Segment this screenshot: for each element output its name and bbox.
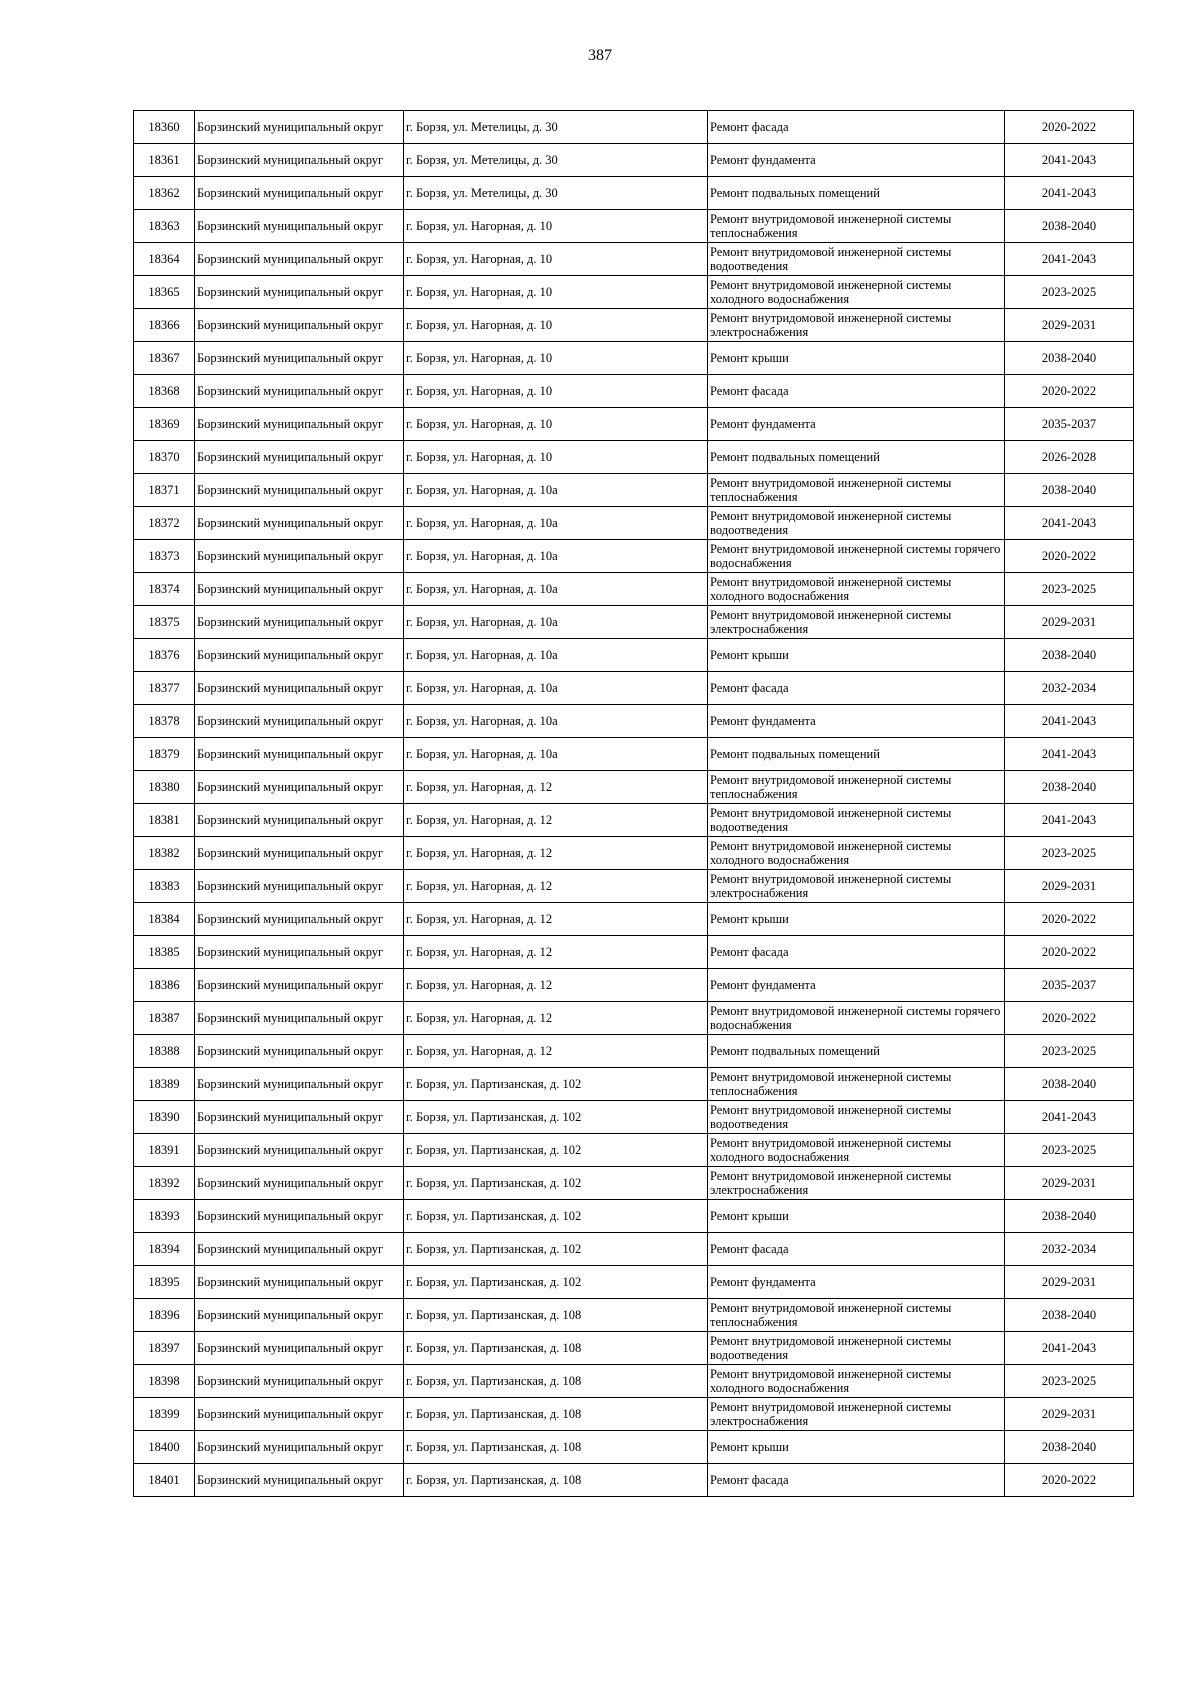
work-type-cell: Ремонт внутридомовой инженерной системы электроснабжения [708, 309, 1005, 342]
table-row [134, 1398, 1134, 1431]
row-number-cell: 18396 [134, 1299, 195, 1332]
work-type-cell: Ремонт внутридомовой инженерной системы холодного водоснабжения [708, 837, 1005, 870]
period-cell: 2029-2031 [1005, 1167, 1134, 1200]
period-cell: 2041-2043 [1005, 1101, 1134, 1134]
period-cell: 2023-2025 [1005, 1365, 1134, 1398]
address-cell: г. Борзя, ул. Нагорная, д. 10а [404, 507, 708, 540]
municipality-cell: Борзинский муниципальный округ [195, 573, 404, 606]
row-number-cell: 18383 [134, 870, 195, 903]
table-row [134, 672, 1134, 705]
row-number-cell: 18364 [134, 243, 195, 276]
period-cell: 2032-2034 [1005, 1233, 1134, 1266]
municipality-cell: Борзинский муниципальный округ [195, 969, 404, 1002]
municipality-cell: Борзинский муниципальный округ [195, 474, 404, 507]
address-cell: г. Борзя, ул. Партизанская, д. 102 [404, 1233, 708, 1266]
row-number-cell: 18399 [134, 1398, 195, 1431]
period-cell: 2023-2025 [1005, 1035, 1134, 1068]
work-type-cell: Ремонт внутридомовой инженерной системы теплоснабжения [708, 474, 1005, 507]
table-row [134, 1299, 1134, 1332]
address-cell: г. Борзя, ул. Нагорная, д. 12 [404, 771, 708, 804]
row-number-cell: 18370 [134, 441, 195, 474]
table-row [134, 474, 1134, 507]
row-number-cell: 18397 [134, 1332, 195, 1365]
row-number-cell: 18378 [134, 705, 195, 738]
table-row [134, 1167, 1134, 1200]
work-type-cell: Ремонт крыши [708, 1200, 1005, 1233]
table-row [134, 342, 1134, 375]
address-cell: г. Борзя, ул. Партизанская, д. 108 [404, 1299, 708, 1332]
period-cell: 2038-2040 [1005, 474, 1134, 507]
period-cell: 2038-2040 [1005, 1299, 1134, 1332]
municipality-cell: Борзинский муниципальный округ [195, 771, 404, 804]
work-type-cell: Ремонт внутридомовой инженерной системы холодного водоснабжения [708, 276, 1005, 309]
work-type-cell: Ремонт фундамента [708, 1266, 1005, 1299]
address-cell: г. Борзя, ул. Нагорная, д. 10а [404, 705, 708, 738]
municipality-cell: Борзинский муниципальный округ [195, 1332, 404, 1365]
repair-schedule-table [133, 110, 1134, 1497]
work-type-cell: Ремонт внутридомовой инженерной системы холодного водоснабжения [708, 573, 1005, 606]
municipality-cell: Борзинский муниципальный округ [195, 870, 404, 903]
work-type-cell: Ремонт внутридомовой инженерной системы электроснабжения [708, 1167, 1005, 1200]
municipality-cell: Борзинский муниципальный округ [195, 705, 404, 738]
address-cell: г. Борзя, ул. Нагорная, д. 10а [404, 639, 708, 672]
table-row [134, 903, 1134, 936]
address-cell: г. Борзя, ул. Нагорная, д. 12 [404, 936, 708, 969]
period-cell: 2041-2043 [1005, 804, 1134, 837]
page-number: 387 [588, 47, 612, 64]
address-cell: г. Борзя, ул. Нагорная, д. 12 [404, 1002, 708, 1035]
table-row [134, 771, 1134, 804]
work-type-cell: Ремонт подвальных помещений [708, 177, 1005, 210]
row-number-cell: 18367 [134, 342, 195, 375]
period-cell: 2041-2043 [1005, 705, 1134, 738]
table-row [134, 210, 1134, 243]
row-number-cell: 18393 [134, 1200, 195, 1233]
work-type-cell: Ремонт фасада [708, 111, 1005, 144]
work-type-cell: Ремонт внутридомовой инженерной системы водоотведения [708, 1101, 1005, 1134]
municipality-cell: Борзинский муниципальный округ [195, 1200, 404, 1233]
address-cell: г. Борзя, ул. Нагорная, д. 12 [404, 1035, 708, 1068]
address-cell: г. Борзя, ул. Нагорная, д. 12 [404, 969, 708, 1002]
address-cell: г. Борзя, ул. Партизанская, д. 102 [404, 1167, 708, 1200]
work-type-cell: Ремонт внутридомовой инженерной системы водоотведения [708, 243, 1005, 276]
work-type-cell: Ремонт фасада [708, 936, 1005, 969]
work-type-cell: Ремонт подвальных помещений [708, 441, 1005, 474]
period-cell: 2041-2043 [1005, 507, 1134, 540]
address-cell: г. Борзя, ул. Нагорная, д. 10а [404, 540, 708, 573]
row-number-cell: 18394 [134, 1233, 195, 1266]
period-cell: 2023-2025 [1005, 276, 1134, 309]
address-cell: г. Борзя, ул. Партизанская, д. 102 [404, 1101, 708, 1134]
period-cell: 2038-2040 [1005, 1431, 1134, 1464]
table-body [134, 111, 1134, 1497]
row-number-cell: 18373 [134, 540, 195, 573]
address-cell: г. Борзя, ул. Нагорная, д. 12 [404, 903, 708, 936]
table-row [134, 111, 1134, 144]
municipality-cell: Борзинский муниципальный округ [195, 342, 404, 375]
table-row [134, 1035, 1134, 1068]
period-cell: 2020-2022 [1005, 1464, 1134, 1497]
address-cell: г. Борзя, ул. Метелицы, д. 30 [404, 177, 708, 210]
period-cell: 2038-2040 [1005, 342, 1134, 375]
address-cell: г. Борзя, ул. Нагорная, д. 10 [404, 375, 708, 408]
work-type-cell: Ремонт фундамента [708, 408, 1005, 441]
table-row [134, 243, 1134, 276]
address-cell: г. Борзя, ул. Партизанская, д. 108 [404, 1431, 708, 1464]
work-type-cell: Ремонт внутридомовой инженерной системы теплоснабжения [708, 1299, 1005, 1332]
row-number-cell: 18381 [134, 804, 195, 837]
work-type-cell: Ремонт фасада [708, 672, 1005, 705]
work-type-cell: Ремонт внутридомовой инженерной системы горячего водоснабжения [708, 540, 1005, 573]
municipality-cell: Борзинский муниципальный округ [195, 1134, 404, 1167]
address-cell: г. Борзя, ул. Партизанская, д. 102 [404, 1134, 708, 1167]
municipality-cell: Борзинский муниципальный округ [195, 507, 404, 540]
work-type-cell: Ремонт внутридомовой инженерной системы холодного водоснабжения [708, 1365, 1005, 1398]
municipality-cell: Борзинский муниципальный округ [195, 1233, 404, 1266]
row-number-cell: 18376 [134, 639, 195, 672]
address-cell: г. Борзя, ул. Нагорная, д. 12 [404, 804, 708, 837]
table-row [134, 540, 1134, 573]
municipality-cell: Борзинский муниципальный округ [195, 837, 404, 870]
municipality-cell: Борзинский муниципальный округ [195, 804, 404, 837]
table-row [134, 705, 1134, 738]
address-cell: г. Борзя, ул. Нагорная, д. 10а [404, 672, 708, 705]
address-cell: г. Борзя, ул. Нагорная, д. 10 [404, 276, 708, 309]
period-cell: 2041-2043 [1005, 1332, 1134, 1365]
period-cell: 2032-2034 [1005, 672, 1134, 705]
table-row [134, 1332, 1134, 1365]
period-cell: 2026-2028 [1005, 441, 1134, 474]
work-type-cell: Ремонт внутридомовой инженерной системы водоотведения [708, 507, 1005, 540]
row-number-cell: 18392 [134, 1167, 195, 1200]
period-cell: 2023-2025 [1005, 837, 1134, 870]
row-number-cell: 18390 [134, 1101, 195, 1134]
table-row [134, 837, 1134, 870]
work-type-cell: Ремонт внутридомовой инженерной системы теплоснабжения [708, 210, 1005, 243]
table-row [134, 1002, 1134, 1035]
table-row [134, 1233, 1134, 1266]
work-type-cell: Ремонт внутридомовой инженерной системы теплоснабжения [708, 1068, 1005, 1101]
municipality-cell: Борзинский муниципальный округ [195, 639, 404, 672]
address-cell: г. Борзя, ул. Нагорная, д. 10 [404, 243, 708, 276]
period-cell: 2038-2040 [1005, 771, 1134, 804]
address-cell: г. Борзя, ул. Нагорная, д. 10 [404, 210, 708, 243]
period-cell: 2038-2040 [1005, 1068, 1134, 1101]
period-cell: 2041-2043 [1005, 144, 1134, 177]
row-number-cell: 18369 [134, 408, 195, 441]
work-type-cell: Ремонт внутридомовой инженерной системы холодного водоснабжения [708, 1134, 1005, 1167]
row-number-cell: 18375 [134, 606, 195, 639]
table-row [134, 375, 1134, 408]
period-cell: 2041-2043 [1005, 243, 1134, 276]
table-row [134, 639, 1134, 672]
municipality-cell: Борзинский муниципальный округ [195, 1431, 404, 1464]
address-cell: г. Борзя, ул. Нагорная, д. 10 [404, 408, 708, 441]
municipality-cell: Борзинский муниципальный округ [195, 144, 404, 177]
work-type-cell: Ремонт внутридомовой инженерной системы водоотведения [708, 1332, 1005, 1365]
address-cell: г. Борзя, ул. Нагорная, д. 10а [404, 474, 708, 507]
period-cell: 2020-2022 [1005, 540, 1134, 573]
row-number-cell: 18400 [134, 1431, 195, 1464]
work-type-cell: Ремонт внутридомовой инженерной системы горячего водоснабжения [708, 1002, 1005, 1035]
row-number-cell: 18377 [134, 672, 195, 705]
work-type-cell: Ремонт крыши [708, 903, 1005, 936]
row-number-cell: 18385 [134, 936, 195, 969]
row-number-cell: 18366 [134, 309, 195, 342]
work-type-cell: Ремонт внутридомовой инженерной системы теплоснабжения [708, 771, 1005, 804]
period-cell: 2020-2022 [1005, 1002, 1134, 1035]
work-type-cell: Ремонт фасада [708, 1233, 1005, 1266]
work-type-cell: Ремонт внутридомовой инженерной системы электроснабжения [708, 870, 1005, 903]
municipality-cell: Борзинский муниципальный округ [195, 375, 404, 408]
row-number-cell: 18389 [134, 1068, 195, 1101]
table-row [134, 1365, 1134, 1398]
table-row [134, 1101, 1134, 1134]
table-row [134, 573, 1134, 606]
period-cell: 2035-2037 [1005, 969, 1134, 1002]
table-row [134, 1431, 1134, 1464]
address-cell: г. Борзя, ул. Партизанская, д. 102 [404, 1266, 708, 1299]
address-cell: г. Борзя, ул. Метелицы, д. 30 [404, 111, 708, 144]
address-cell: г. Борзя, ул. Нагорная, д. 12 [404, 837, 708, 870]
table-row [134, 804, 1134, 837]
period-cell: 2029-2031 [1005, 870, 1134, 903]
address-cell: г. Борзя, ул. Партизанская, д. 102 [404, 1200, 708, 1233]
period-cell: 2020-2022 [1005, 903, 1134, 936]
municipality-cell: Борзинский муниципальный округ [195, 738, 404, 771]
row-number-cell: 18374 [134, 573, 195, 606]
municipality-cell: Борзинский муниципальный округ [195, 936, 404, 969]
table-row [134, 309, 1134, 342]
municipality-cell: Борзинский муниципальный округ [195, 540, 404, 573]
municipality-cell: Борзинский муниципальный округ [195, 1299, 404, 1332]
municipality-cell: Борзинский муниципальный округ [195, 1101, 404, 1134]
address-cell: г. Борзя, ул. Партизанская, д. 108 [404, 1464, 708, 1497]
period-cell: 2029-2031 [1005, 1266, 1134, 1299]
row-number-cell: 18382 [134, 837, 195, 870]
address-cell: г. Борзя, ул. Нагорная, д. 10 [404, 441, 708, 474]
municipality-cell: Борзинский муниципальный округ [195, 1398, 404, 1431]
municipality-cell: Борзинский муниципальный округ [195, 177, 404, 210]
address-cell: г. Борзя, ул. Нагорная, д. 10 [404, 342, 708, 375]
municipality-cell: Борзинский муниципальный округ [195, 1167, 404, 1200]
municipality-cell: Борзинский муниципальный округ [195, 276, 404, 309]
municipality-cell: Борзинский муниципальный округ [195, 672, 404, 705]
municipality-cell: Борзинский муниципальный округ [195, 243, 404, 276]
row-number-cell: 18380 [134, 771, 195, 804]
period-cell: 2020-2022 [1005, 936, 1134, 969]
period-cell: 2035-2037 [1005, 408, 1134, 441]
work-type-cell: Ремонт крыши [708, 342, 1005, 375]
address-cell: г. Борзя, ул. Нагорная, д. 10а [404, 573, 708, 606]
municipality-cell: Борзинский муниципальный округ [195, 1068, 404, 1101]
table-row [134, 177, 1134, 210]
work-type-cell: Ремонт фасада [708, 1464, 1005, 1497]
municipality-cell: Борзинский муниципальный округ [195, 111, 404, 144]
table-row [134, 1068, 1134, 1101]
work-type-cell: Ремонт подвальных помещений [708, 1035, 1005, 1068]
row-number-cell: 18368 [134, 375, 195, 408]
municipality-cell: Борзинский муниципальный округ [195, 1266, 404, 1299]
table-row [134, 1200, 1134, 1233]
row-number-cell: 18386 [134, 969, 195, 1002]
address-cell: г. Борзя, ул. Партизанская, д. 108 [404, 1332, 708, 1365]
work-type-cell: Ремонт фасада [708, 375, 1005, 408]
municipality-cell: Борзинский муниципальный округ [195, 1002, 404, 1035]
row-number-cell: 18361 [134, 144, 195, 177]
row-number-cell: 18401 [134, 1464, 195, 1497]
table-row [134, 936, 1134, 969]
address-cell: г. Борзя, ул. Нагорная, д. 10а [404, 606, 708, 639]
municipality-cell: Борзинский муниципальный округ [195, 606, 404, 639]
work-type-cell: Ремонт внутридомовой инженерной системы электроснабжения [708, 606, 1005, 639]
table-row [134, 870, 1134, 903]
period-cell: 2038-2040 [1005, 1200, 1134, 1233]
row-number-cell: 18391 [134, 1134, 195, 1167]
period-cell: 2038-2040 [1005, 210, 1134, 243]
address-cell: г. Борзя, ул. Нагорная, д. 12 [404, 870, 708, 903]
period-cell: 2020-2022 [1005, 375, 1134, 408]
period-cell: 2038-2040 [1005, 639, 1134, 672]
row-number-cell: 18363 [134, 210, 195, 243]
work-type-cell: Ремонт фундамента [708, 144, 1005, 177]
municipality-cell: Борзинский муниципальный округ [195, 441, 404, 474]
table-row [134, 1134, 1134, 1167]
row-number-cell: 18388 [134, 1035, 195, 1068]
row-number-cell: 18387 [134, 1002, 195, 1035]
municipality-cell: Борзинский муниципальный округ [195, 309, 404, 342]
row-number-cell: 18365 [134, 276, 195, 309]
row-number-cell: 18379 [134, 738, 195, 771]
table-row [134, 969, 1134, 1002]
table-row [134, 606, 1134, 639]
work-type-cell: Ремонт фундамента [708, 969, 1005, 1002]
row-number-cell: 18384 [134, 903, 195, 936]
table-row [134, 276, 1134, 309]
row-number-cell: 18395 [134, 1266, 195, 1299]
address-cell: г. Борзя, ул. Партизанская, д. 108 [404, 1365, 708, 1398]
row-number-cell: 18398 [134, 1365, 195, 1398]
work-type-cell: Ремонт фундамента [708, 705, 1005, 738]
work-type-cell: Ремонт крыши [708, 639, 1005, 672]
address-cell: г. Борзя, ул. Нагорная, д. 10 [404, 309, 708, 342]
period-cell: 2029-2031 [1005, 606, 1134, 639]
row-number-cell: 18362 [134, 177, 195, 210]
period-cell: 2041-2043 [1005, 738, 1134, 771]
address-cell: г. Борзя, ул. Нагорная, д. 10а [404, 738, 708, 771]
municipality-cell: Борзинский муниципальный округ [195, 210, 404, 243]
table-row [134, 738, 1134, 771]
table-row [134, 507, 1134, 540]
table-row [134, 1266, 1134, 1299]
work-type-cell: Ремонт подвальных помещений [708, 738, 1005, 771]
address-cell: г. Борзя, ул. Метелицы, д. 30 [404, 144, 708, 177]
table-row [134, 441, 1134, 474]
work-type-cell: Ремонт внутридомовой инженерной системы электроснабжения [708, 1398, 1005, 1431]
municipality-cell: Борзинский муниципальный округ [195, 1035, 404, 1068]
table-row [134, 408, 1134, 441]
address-cell: г. Борзя, ул. Партизанская, д. 102 [404, 1068, 708, 1101]
period-cell: 2020-2022 [1005, 111, 1134, 144]
municipality-cell: Борзинский муниципальный округ [195, 1464, 404, 1497]
period-cell: 2041-2043 [1005, 177, 1134, 210]
period-cell: 2023-2025 [1005, 573, 1134, 606]
municipality-cell: Борзинский муниципальный округ [195, 903, 404, 936]
work-type-cell: Ремонт крыши [708, 1431, 1005, 1464]
table-row [134, 1464, 1134, 1497]
row-number-cell: 18371 [134, 474, 195, 507]
table-row [134, 144, 1134, 177]
period-cell: 2029-2031 [1005, 309, 1134, 342]
period-cell: 2023-2025 [1005, 1134, 1134, 1167]
period-cell: 2029-2031 [1005, 1398, 1134, 1431]
municipality-cell: Борзинский муниципальный округ [195, 408, 404, 441]
row-number-cell: 18360 [134, 111, 195, 144]
municipality-cell: Борзинский муниципальный округ [195, 1365, 404, 1398]
row-number-cell: 18372 [134, 507, 195, 540]
address-cell: г. Борзя, ул. Партизанская, д. 108 [404, 1398, 708, 1431]
work-type-cell: Ремонт внутридомовой инженерной системы водоотведения [708, 804, 1005, 837]
